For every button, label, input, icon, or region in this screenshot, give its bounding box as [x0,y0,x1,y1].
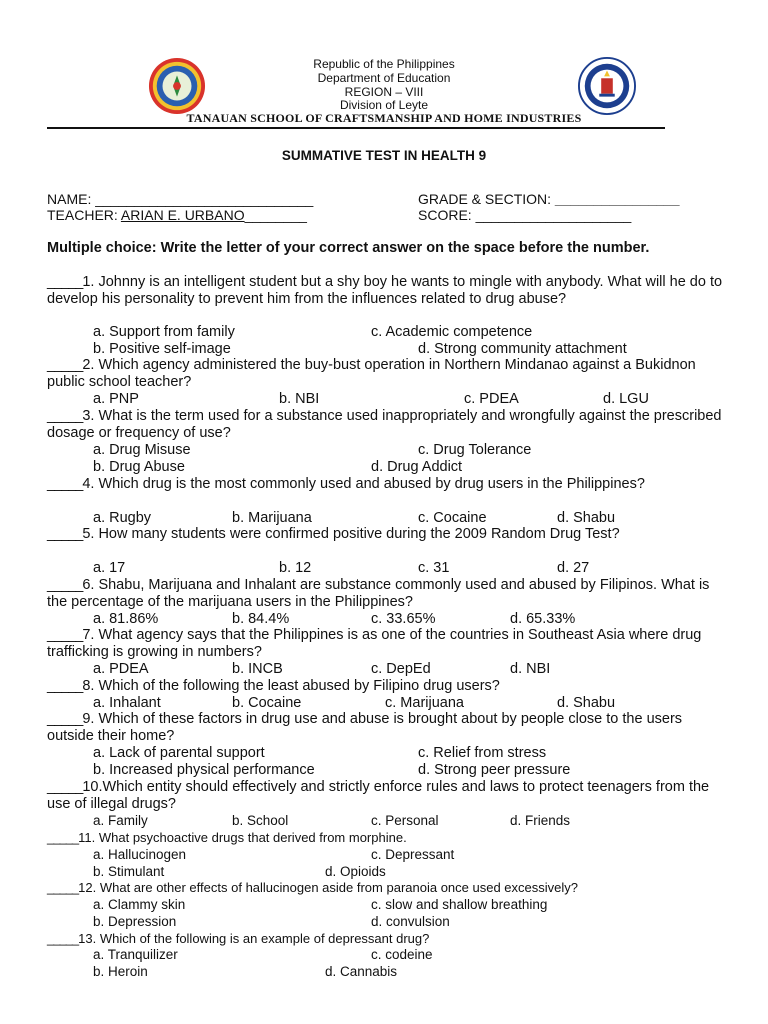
option: b. Drug Abuse [93,459,185,475]
answer-blank[interactable]: _____ [47,678,83,694]
option: a. Inhalant [93,695,161,711]
option: b. 84.4% [232,611,290,627]
option: c. PDEA [464,391,519,407]
answer-blank[interactable]: _____ [47,779,83,795]
option: d. LGU [603,391,649,407]
option: c. Relief from stress [418,745,547,761]
answer-blank[interactable]: _____ [47,627,83,643]
question-7 [47,627,727,661]
score-field[interactable]: SCORE: ____________________ [418,207,632,223]
option: c. 33.65% [371,611,436,627]
option: d. Shabu [557,695,616,711]
option: b. NBI [279,391,320,407]
answer-blank[interactable]: _____ [47,711,83,727]
option: c. codeine [371,947,433,962]
question-8 [47,678,727,695]
question-10 [47,779,727,813]
option: a. 17 [93,560,126,576]
option: a. Hallucinogen [93,847,187,862]
option: c. slow and shallow breathing [371,897,548,912]
question-text: 9. Which of these factors in drug use and abuse is brought about by people close to the users outside their home? [47,711,683,744]
answer-blank[interactable]: _____ [47,408,83,424]
option: b. Depression [93,914,177,929]
question-3 [47,408,727,442]
teacher-name: ARIAN E. URBANO [120,207,245,223]
option: d. 27 [557,560,590,576]
option: b. Stimulant [93,864,165,879]
option: b. School [232,813,289,828]
question-text: 12. What are other effects of hallucinogen aside from paranoia once used excessively? [78,880,578,895]
answer-blank[interactable]: _____ [47,274,83,290]
option: a. Rugby [93,510,152,526]
option: d. Opioids [325,864,386,879]
option: d. Cannabis [325,964,398,979]
question-11 [47,829,727,846]
option: d. 65.33% [510,611,576,627]
answer-blank[interactable]: _____ [47,830,79,845]
option: b. Marijuana [232,510,312,526]
question-text: 6. Shabu, Marijuana and Inhalant are substance commonly used and abused by Filipinos. What is the percentage of the marijuana users in the Philippines? [47,577,710,610]
header-line-3: REGION – VIII [344,85,424,99]
option: a. Tranquilizer [93,947,178,962]
question-6 [47,577,727,611]
option: c. Academic competence [371,324,533,340]
question-9 [47,711,727,745]
option: a. 81.86% [93,611,159,627]
school-name: TANAUAN SCHOOL OF CRAFTSMANSHIP AND HOME INDUSTRIES [186,111,582,125]
option: d. Strong peer pressure [418,762,571,778]
option: d. convulsion [371,914,450,929]
teacher-field [47,207,307,223]
question-13 [47,930,727,947]
option: a. Support from family [93,324,235,340]
option: a. Lack of parental support [93,745,265,761]
question-text: 3. What is the term used for a substance used inappropriately and wrongfully against the prescribed dosage or frequency of use? [47,408,722,441]
instructions: Multiple choice: Write the letter of your correct answer on the space before the number. [47,240,650,256]
question-text: 11. What psychoactive drugs that derived from morphine. [78,830,407,845]
header-line-2: Department of Education [317,71,451,85]
option: a. Clammy skin [93,897,186,912]
question-2 [47,357,727,391]
option: c. 31 [418,560,450,576]
header-divider [47,127,665,129]
answer-blank[interactable]: _____ [47,880,79,895]
question-4 [47,476,727,493]
grade-section-label: GRADE & SECTION: [418,191,555,207]
question-text: 1. Johnny is an intelligent student but a shy boy he wants to mingle with anybody. What will he do to develop his personality to prevent him from the influences related to drug abuse? [47,274,723,307]
grade-section-field[interactable] [418,191,680,207]
option: d. Drug Addict [371,459,463,475]
option: b. Increased physical performance [93,762,315,778]
option: a. Drug Misuse [93,442,191,458]
option: b. Cocaine [232,695,302,711]
name-field[interactable]: NAME: ____________________________ [47,191,314,207]
grade-section-blank: ________________ [554,191,680,207]
option: a. Family [93,813,148,828]
option: c. DepEd [371,661,431,677]
answer-blank[interactable]: _____ [47,577,83,593]
page-title: SUMMATIVE TEST IN HEALTH 9 [281,148,487,163]
option: a. PNP [93,391,139,407]
question-text: 10.Which entity should effectively and strictly enforce rules and laws to protect teenagers from the use of illegal drugs? [47,779,710,812]
option: d. Friends [510,813,571,828]
header-line-1: Republic of the Philippines [313,57,455,71]
question-text: 4. Which drug is the most commonly used and abused by drug users in the Philippines? [82,476,645,492]
option: c. Cocaine [418,510,487,526]
answer-blank[interactable]: _____ [47,357,83,373]
option: a. PDEA [93,661,149,677]
option: b. INCB [232,661,283,677]
question-text: 2. Which agency administered the buy-bust operation in Northern Mindanao against a Bukidnon public school teacher? [47,357,696,390]
answer-blank[interactable]: _____ [47,526,83,542]
option: b. Heroin [93,964,148,979]
option: c. Drug Tolerance [418,442,532,458]
option: c. Marijuana [385,695,464,711]
teacher-underline: ________ [244,207,307,223]
option: b. 12 [279,560,312,576]
question-text: 7. What agency says that the Philippines is as one of the countries in Southeast Asia where drug trafficking is growing in numbers? [47,627,702,660]
answer-blank[interactable]: _____ [47,476,83,492]
question-text: 13. Which of the following is an example of depressant drug? [78,931,430,946]
option: d. NBI [510,661,551,677]
question-text: 8. Which of the following the least abused by Filipino drug users? [82,678,500,694]
answer-blank[interactable]: _____ [47,931,79,946]
option: d. Strong community attachment [418,341,627,357]
teacher-label: TEACHER: [47,207,121,223]
option: c. Depressant [371,847,455,862]
question-12 [47,879,727,896]
option: c. Personal [371,813,439,828]
header-line-4: Division of Leyte [339,98,429,112]
question-5 [47,526,727,543]
question-text: 5. How many students were confirmed positive during the 2009 Random Drug Test? [82,526,620,542]
option: b. Positive self-image [93,341,231,357]
option: d. Shabu [557,510,616,526]
question-1 [47,274,727,308]
